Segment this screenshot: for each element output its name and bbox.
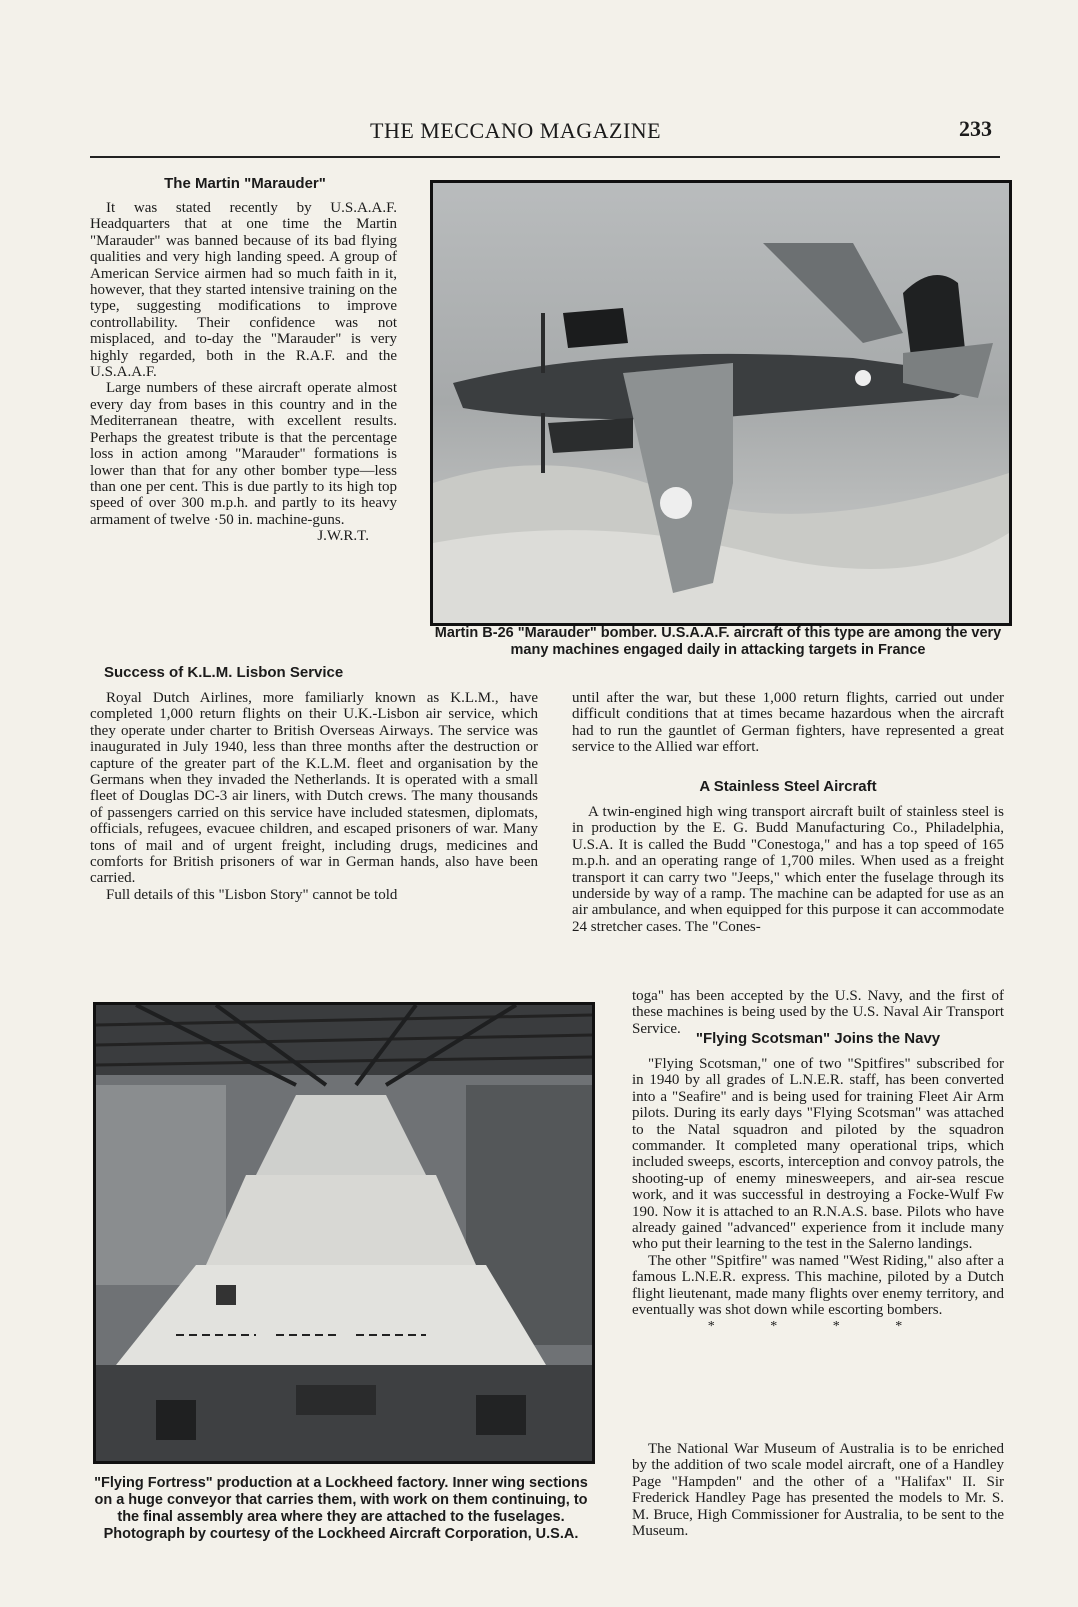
stainless-text-narrow: toga" has been accepted by the U.S. Navy, and the first of these machines is being used by the U.S. Naval Air Transport Service. — [632, 988, 1004, 1037]
marauder-paragraph-2: Large numbers of these aircraft operate almost every day from bases in this country and in the Mediterranean theatre, with excellent results. Perhaps the greatest tribute is that the percentage loss in action among "Marauder" formations is lower than that for any other bomber type—less than one per cent. This is due partly to its high top speed of over 300 m.p.h. and partly to its heavy armament of twelve ·50 in. machine-guns. — [90, 380, 397, 528]
marauder-photo — [430, 180, 1012, 626]
magazine-title: THE MECCANO MAGAZINE — [370, 118, 662, 143]
stainless-article — [572, 804, 1004, 935]
scotsman-heading: "Flying Scotsman" Joins the Navy — [695, 1030, 941, 1047]
scotsman-paragraph-1: "Flying Scotsman," one of two "Spitfires" subscribed for in 1940 by all grades of L.N.E.R. staff, has been converted into a "Seafire" and is being used for training Fleet Air Arm pilots. During its early days "Flying Scotsman" was attached to the Natal squadron and piloted by the squadron commander. It completed many operational trips, which included sweeps, escorts, interception and convoy patrols, the shooting-up of enemy minesweepers, and air-sea rescue work, and it was successful in destroying a Focke-Wulf Fw 190. Now it is attached to an R.N.A.S. base. Pilots who have already gained "advanced" experience from it include many who put their learning to the test in the Salerno landings. — [632, 1056, 1004, 1253]
scotsman-article — [632, 1056, 1004, 1335]
museum-article — [632, 1441, 1004, 1539]
lockheed-factory-image — [96, 1005, 592, 1461]
factory-photo — [93, 1002, 595, 1464]
marauder-heading: The Martin "Marauder" — [164, 175, 326, 192]
klm-article — [90, 690, 538, 903]
running-head — [90, 112, 1000, 158]
marauder-article — [90, 200, 397, 545]
marauder-signature: J.W.R.T. — [317, 528, 369, 545]
stainless-text-wide: A twin-engined high wing transport aircraft built of stainless steel is in production by the E. G. Budd Manufacturing Co., Philadelphia, U.S.A. It is called the Budd "Conestoga," and has a top speed of 165 m.p.h. and an operating range of 1,700 miles. When used as a freight transport it can carry two "Jeeps," which enter the fuselage through its underside by way of a ramp. The machine can be adapted for use as an air ambulance, and when equipped for this purpose it can accommodate 24 stretcher cases. The "Cones- — [572, 804, 1004, 935]
marauder-caption: Martin B-26 "Marauder" bomber. U.S.A.A.F. aircraft of this type are among the very many machines engaged daily in attacking targets in France — [434, 625, 1002, 658]
klm-heading: Success of K.L.M. Lisbon Service — [104, 664, 344, 681]
museum-text: The National War Museum of Australia is to be enriched by the addition of two scale model aircraft, one of a Handley Page "Hampden" and the other of a "Halifax" II. Sir Frederick Handley Page has presented the models to Mr. S. M. Bruce, High Commissioner for Australia, to be sent to the Museum. — [632, 1441, 1004, 1540]
stainless-heading: A Stainless Steel Aircraft — [699, 778, 877, 795]
klm-continued — [572, 690, 1004, 756]
marauder-paragraph-1: It was stated recently by U.S.A.A.F. Headquarters that at one time the Martin "Marauder" was banned because of its bad flying qualities and very high landing speed. A group of American Service airmen had so much faith in it, however, that they started intensive training on the type, suggesting modifications to improve controllability. Their confidence was not misplaced, and to-day the "Marauder" is very highly regarded, both in the R.A.F. and the U.S.A.A.F. — [90, 200, 397, 381]
page-number: 233 — [959, 116, 992, 141]
klm-continued-text: until after the war, but these 1,000 return flights, carried out under difficult conditions that at times became hazardous when the aircraft had to run the gauntlet of German fighters, have represented a great service to the Allied war effort. — [572, 690, 1004, 756]
factory-caption: "Flying Fortress" production at a Lockheed factory. Inner wing sections on a huge conveyor that carries them, with work on them continuing, to the final assembly area where they are attached to the fuselages. Photograph by courtesy of the Lockheed Aircraft Corporation, U.S.A. — [94, 1475, 588, 1542]
marauder-bomber-image — [433, 183, 1009, 623]
klm-paragraph-2: Full details of this "Lisbon Story" cannot be told — [106, 886, 398, 903]
klm-paragraph-1: Royal Dutch Airlines, more familiarly known as K.L.M., have completed 1,000 return flights on their U.K.-Lisbon air service, which they operate under charter to British Overseas Airways. The service was inaugurated in July 1940, less than three months after the destruction or capture of the greater part of the K.L.M. fleet and organisation by the Germans when they invaded the Netherlands. It is operated with a small fleet of Douglas DC-3 air liners, with Dutch crews. The many thousands of passengers carried on this service have included statesmen, diplomats, officials, refugees, evacuee children, and escaped prisoners of war. Many tons of mail and of urgent freight, including drugs, medicines and comforts for British prisoners of war in German hands, also have been carried. — [90, 690, 538, 887]
scotsman-paragraph-2: The other "Spitfire" was named "West Riding," also after a famous L.N.E.R. express. This machine, piloted by a Dutch flight lieutenant, made many flights over enemy territory, and eventually was shot down while escorting bombers. — [632, 1252, 1004, 1319]
section-separator: * * * * — [707, 1318, 929, 1334]
